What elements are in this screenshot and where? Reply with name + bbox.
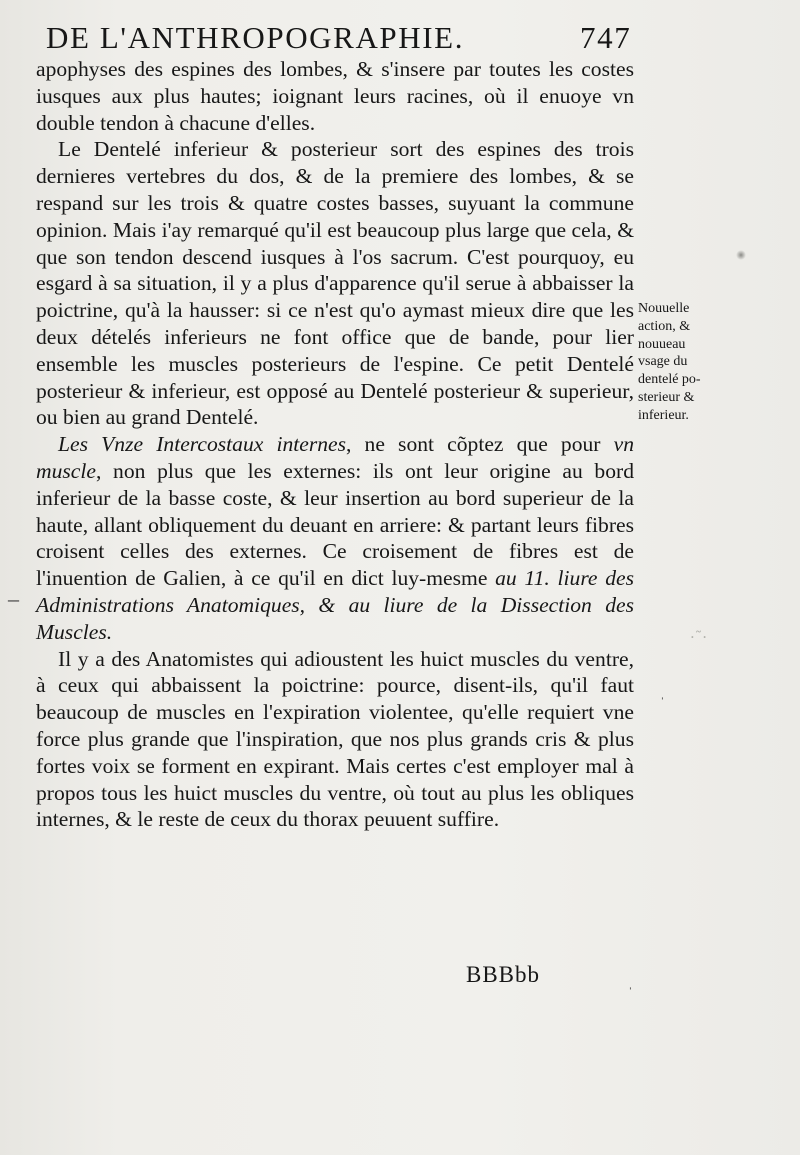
page-title: DE L'ANTHROPOGRAPHIE.: [46, 20, 465, 55]
faint-bleedthrough: ·˜·: [690, 628, 708, 646]
margin-note-line: nouueau: [638, 336, 686, 352]
margin-note: [638, 300, 718, 425]
margin-note-line: sterieur &: [638, 389, 695, 405]
text-run: Le Dentelé inferieur & posterieur sort des espines des trois dernieres vertebres du dos, & de la premiere des lombes, & se respand sur les trois & quatre costes basses, suyuant la commune opinion. Mais i'ay remarqué qu'il est beaucoup plus large que cela, & que son tendon descend iusques à l'os sacrum. C'est pourquoy, eu esgard à sa situation, il y a plus d'apparence qu'il serue à abbaisser la poictrine, qu'à la hausser: si ce n'est qu'o aymast mieux dire que les deux dételés inferieurs ne font office que de bande, pour lier ensemble les muscles posterieurs de l'espine. Ce petit Dentelé posterieur & inferieur, est opposé au Dentelé posterieur & superieur, ou bien au grand Dentelé.: [36, 137, 634, 430]
margin-tick-mark: ˈ: [660, 696, 665, 711]
italic-text: au 11. liure des Administrations Anatomiques, & au liure de la Dissection des Muscles.: [36, 566, 634, 644]
body-text: [36, 56, 634, 833]
margin-note-line: vsage du: [638, 354, 688, 370]
italic-text: Les Vnze Intercostaux internes: [58, 432, 347, 457]
paper-spot: [736, 250, 746, 260]
text-run: , ne sont cõptez que pour: [346, 432, 614, 457]
paragraph: [36, 431, 634, 645]
signature-mark: BBBbb: [466, 962, 541, 987]
text-run: Il y a des Anatomistes qui adioustent les huict muscles du ventre, à ceux qui abbaissent la poictrine: pource, disent-ils, qu'il faut beaucoup de muscles en l'expiration violentee, qu'elle requiert vne force plus grande que l'inspiration, que nos plus grands cris & plus fortes voix se forment en expirant. Mais certes c'est employer mal à propos tous les huict muscles du ventre, où tout au plus les obliques internes, & le reste de ceux du thorax peuuent suffire.: [36, 646, 634, 832]
paragraph: [36, 646, 634, 834]
running-head: [46, 20, 636, 56]
margin-dash-mark: –: [8, 586, 19, 611]
margin-note-line: action, &: [638, 318, 691, 334]
margin-note-line: dentelé po-: [638, 372, 701, 388]
page-number: 747: [580, 20, 632, 55]
paragraph: [36, 136, 634, 431]
margin-note-line: Nouuelle: [638, 301, 690, 316]
italic-text: vn muscle: [36, 432, 634, 483]
text-run: , non plus que les externes: ils ont leur origine au bord inferieur de la basse coste, & leur insertion au bord superieur de la haute, allant obliquement du deuant en arriere: & partant leurs fibres croisent celles des externes. Ce croisement de fibres est de l'inuention de Galien, à ce qu'il en dict luy-mesme: [36, 458, 634, 591]
text-run: apophyses des espines des lombes, & s'insere par toutes les costes iusques aux plus hautes; ioignant leurs racines, où il enuoye vn double tendon à chacune d'elles.: [36, 57, 634, 135]
margin-tick-mark: ˈ: [628, 986, 633, 1001]
margin-note-line: inferieur.: [638, 407, 689, 423]
paragraph: [36, 56, 634, 136]
